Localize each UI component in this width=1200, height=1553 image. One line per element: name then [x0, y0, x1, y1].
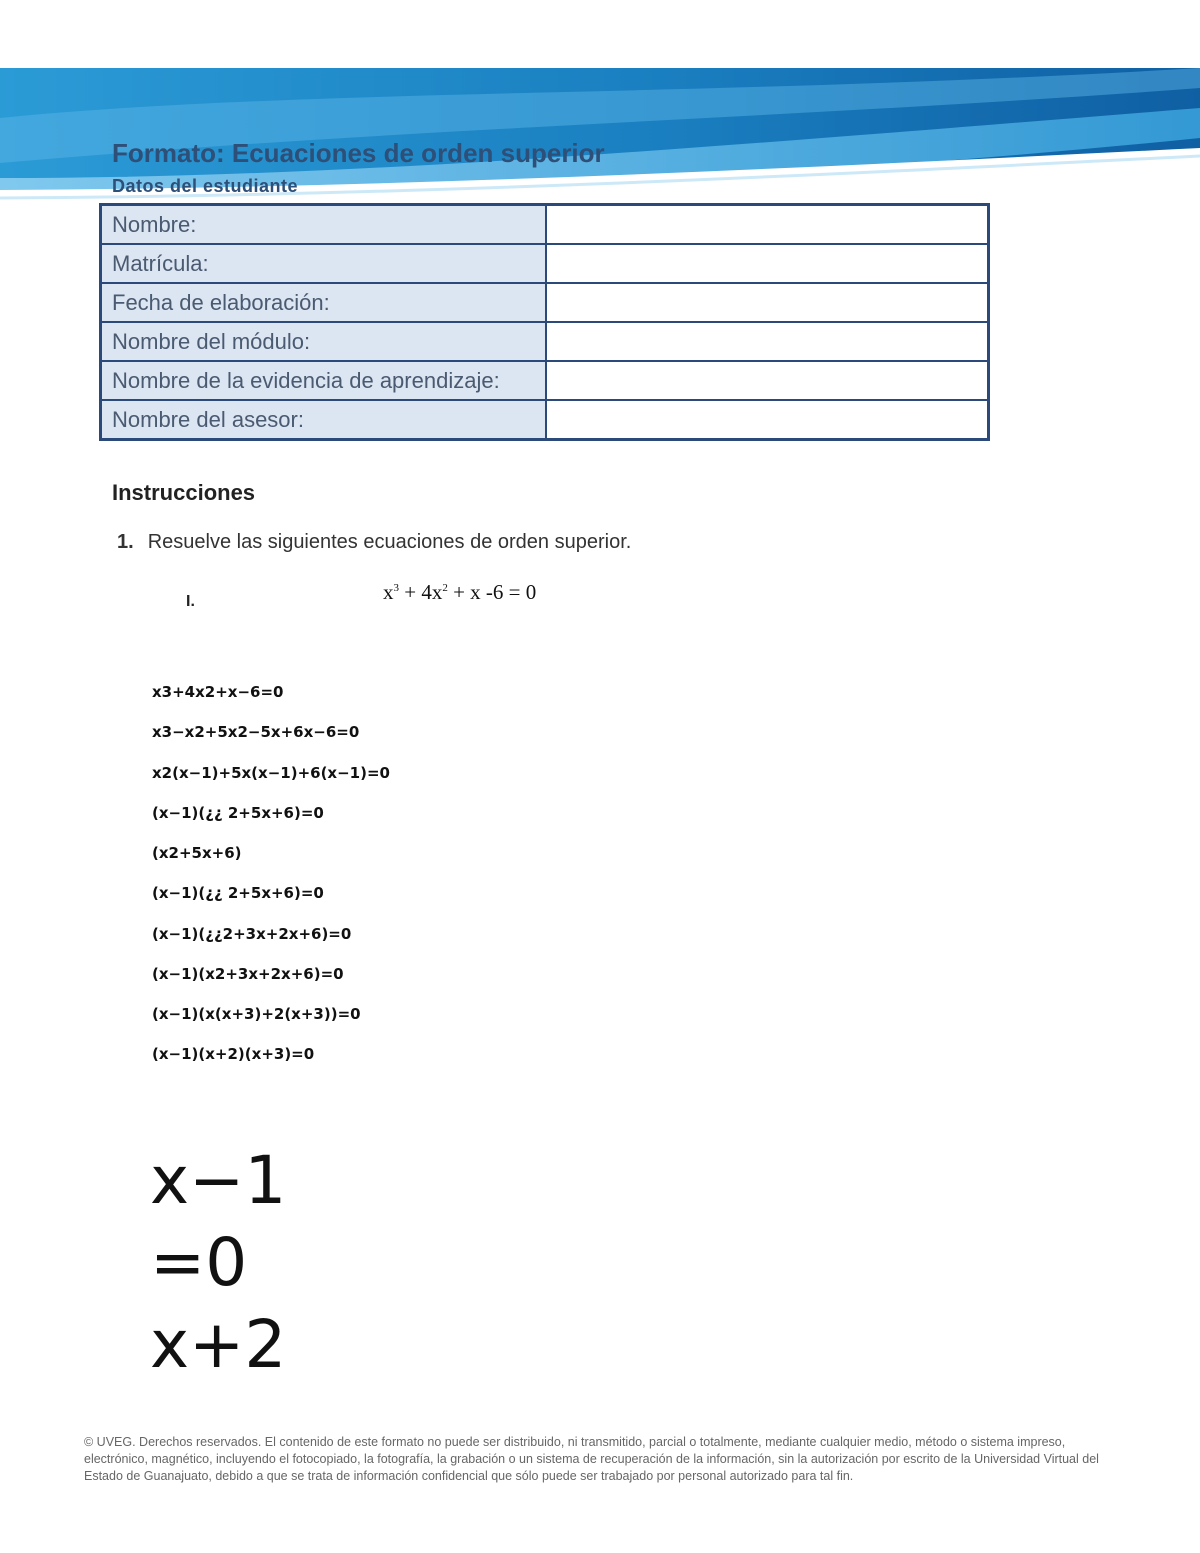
name-field[interactable]: [546, 205, 989, 245]
solution-step: (x−1)(x(x+3)+2(x+3))=0: [152, 1005, 361, 1023]
eq-term: x: [383, 580, 394, 604]
row-label: Fecha de elaboración:: [101, 283, 547, 322]
student-data-table: [99, 203, 990, 441]
table-row: [101, 244, 989, 283]
solution-step: (x−1)(¿¿2+3x+2x+6)=0: [152, 924, 352, 943]
evidence-name-field[interactable]: [546, 361, 989, 400]
large-expression: x−1: [150, 1142, 287, 1219]
row-label: Matrícula:: [101, 244, 547, 283]
date-field[interactable]: [546, 283, 989, 322]
solution-step: (x−1)(¿¿ 2+5x+6)=0: [152, 884, 324, 903]
enrollment-field[interactable]: [546, 244, 989, 283]
instructions-heading: Instrucciones: [112, 480, 256, 505]
table-row: [101, 205, 989, 245]
solution-step: (x−1)(x2+3x+2x+6)=0: [152, 964, 344, 983]
table-row: [101, 400, 989, 440]
solution-step: x3−x2+5x2−5x+6x−6=0: [152, 723, 360, 742]
solution-step: (x−1)(¿¿ 2+5x+6)=0: [152, 803, 324, 822]
solution-step: x2(x−1)+5x(x−1)+6(x−1)=0: [152, 763, 390, 782]
eq-term: + 4x: [399, 580, 443, 604]
item-number: 1.: [117, 531, 134, 553]
solution-steps: [152, 682, 390, 1085]
solution-step: (x2+5x+6): [152, 844, 242, 862]
eq-exponent: 3: [393, 582, 399, 594]
row-label: Nombre del asesor:: [101, 400, 547, 440]
solution-step: (x−1)(x+2)(x+3)=0: [152, 1045, 315, 1064]
equation: [383, 580, 536, 605]
eq-exponent: 2: [442, 582, 448, 594]
table-row: [101, 361, 989, 400]
large-expression: x+2: [150, 1306, 287, 1383]
row-label: Nombre de la evidencia de aprendizaje:: [101, 361, 547, 400]
table-row: [101, 322, 989, 361]
item-text: Resuelve las siguientes ecuaciones de orden superior.: [147, 531, 632, 553]
module-name-field[interactable]: [546, 322, 989, 361]
roman-numeral: I.: [186, 593, 195, 610]
row-label: Nombre:: [101, 205, 547, 245]
advisor-name-field[interactable]: [546, 400, 989, 440]
solution-step: x3+4x2+x−6=0: [152, 683, 284, 701]
large-expressions: [150, 1140, 286, 1386]
table-row: [101, 283, 989, 322]
eq-term: + x -6 = 0: [447, 580, 537, 604]
row-label: Nombre del módulo:: [101, 322, 547, 361]
section-subtitle: Datos del estudiante: [112, 176, 299, 196]
copyright-footer: © UVEG. Derechos reservados. El contenido de este formato no puede ser distribuido, ni transmitido, parcial o totalmente, mediante cualquier medio, método o sistema impreso, electrónico, magnético, incluyendo el fotocopiado, la fotografía, la grabación o un sistema de recuperación de la información, sin la autorización por escrito de la Universidad Virtual del Estado de Guanajuato, debido a que se trata de información confidencial que sólo puede ser trabajado por personal autorizado para tal fin.: [84, 1435, 1099, 1483]
page-title: Formato: Ecuaciones de orden superior: [112, 138, 605, 168]
instruction-item: [117, 531, 631, 554]
large-expression: =0: [150, 1224, 248, 1301]
